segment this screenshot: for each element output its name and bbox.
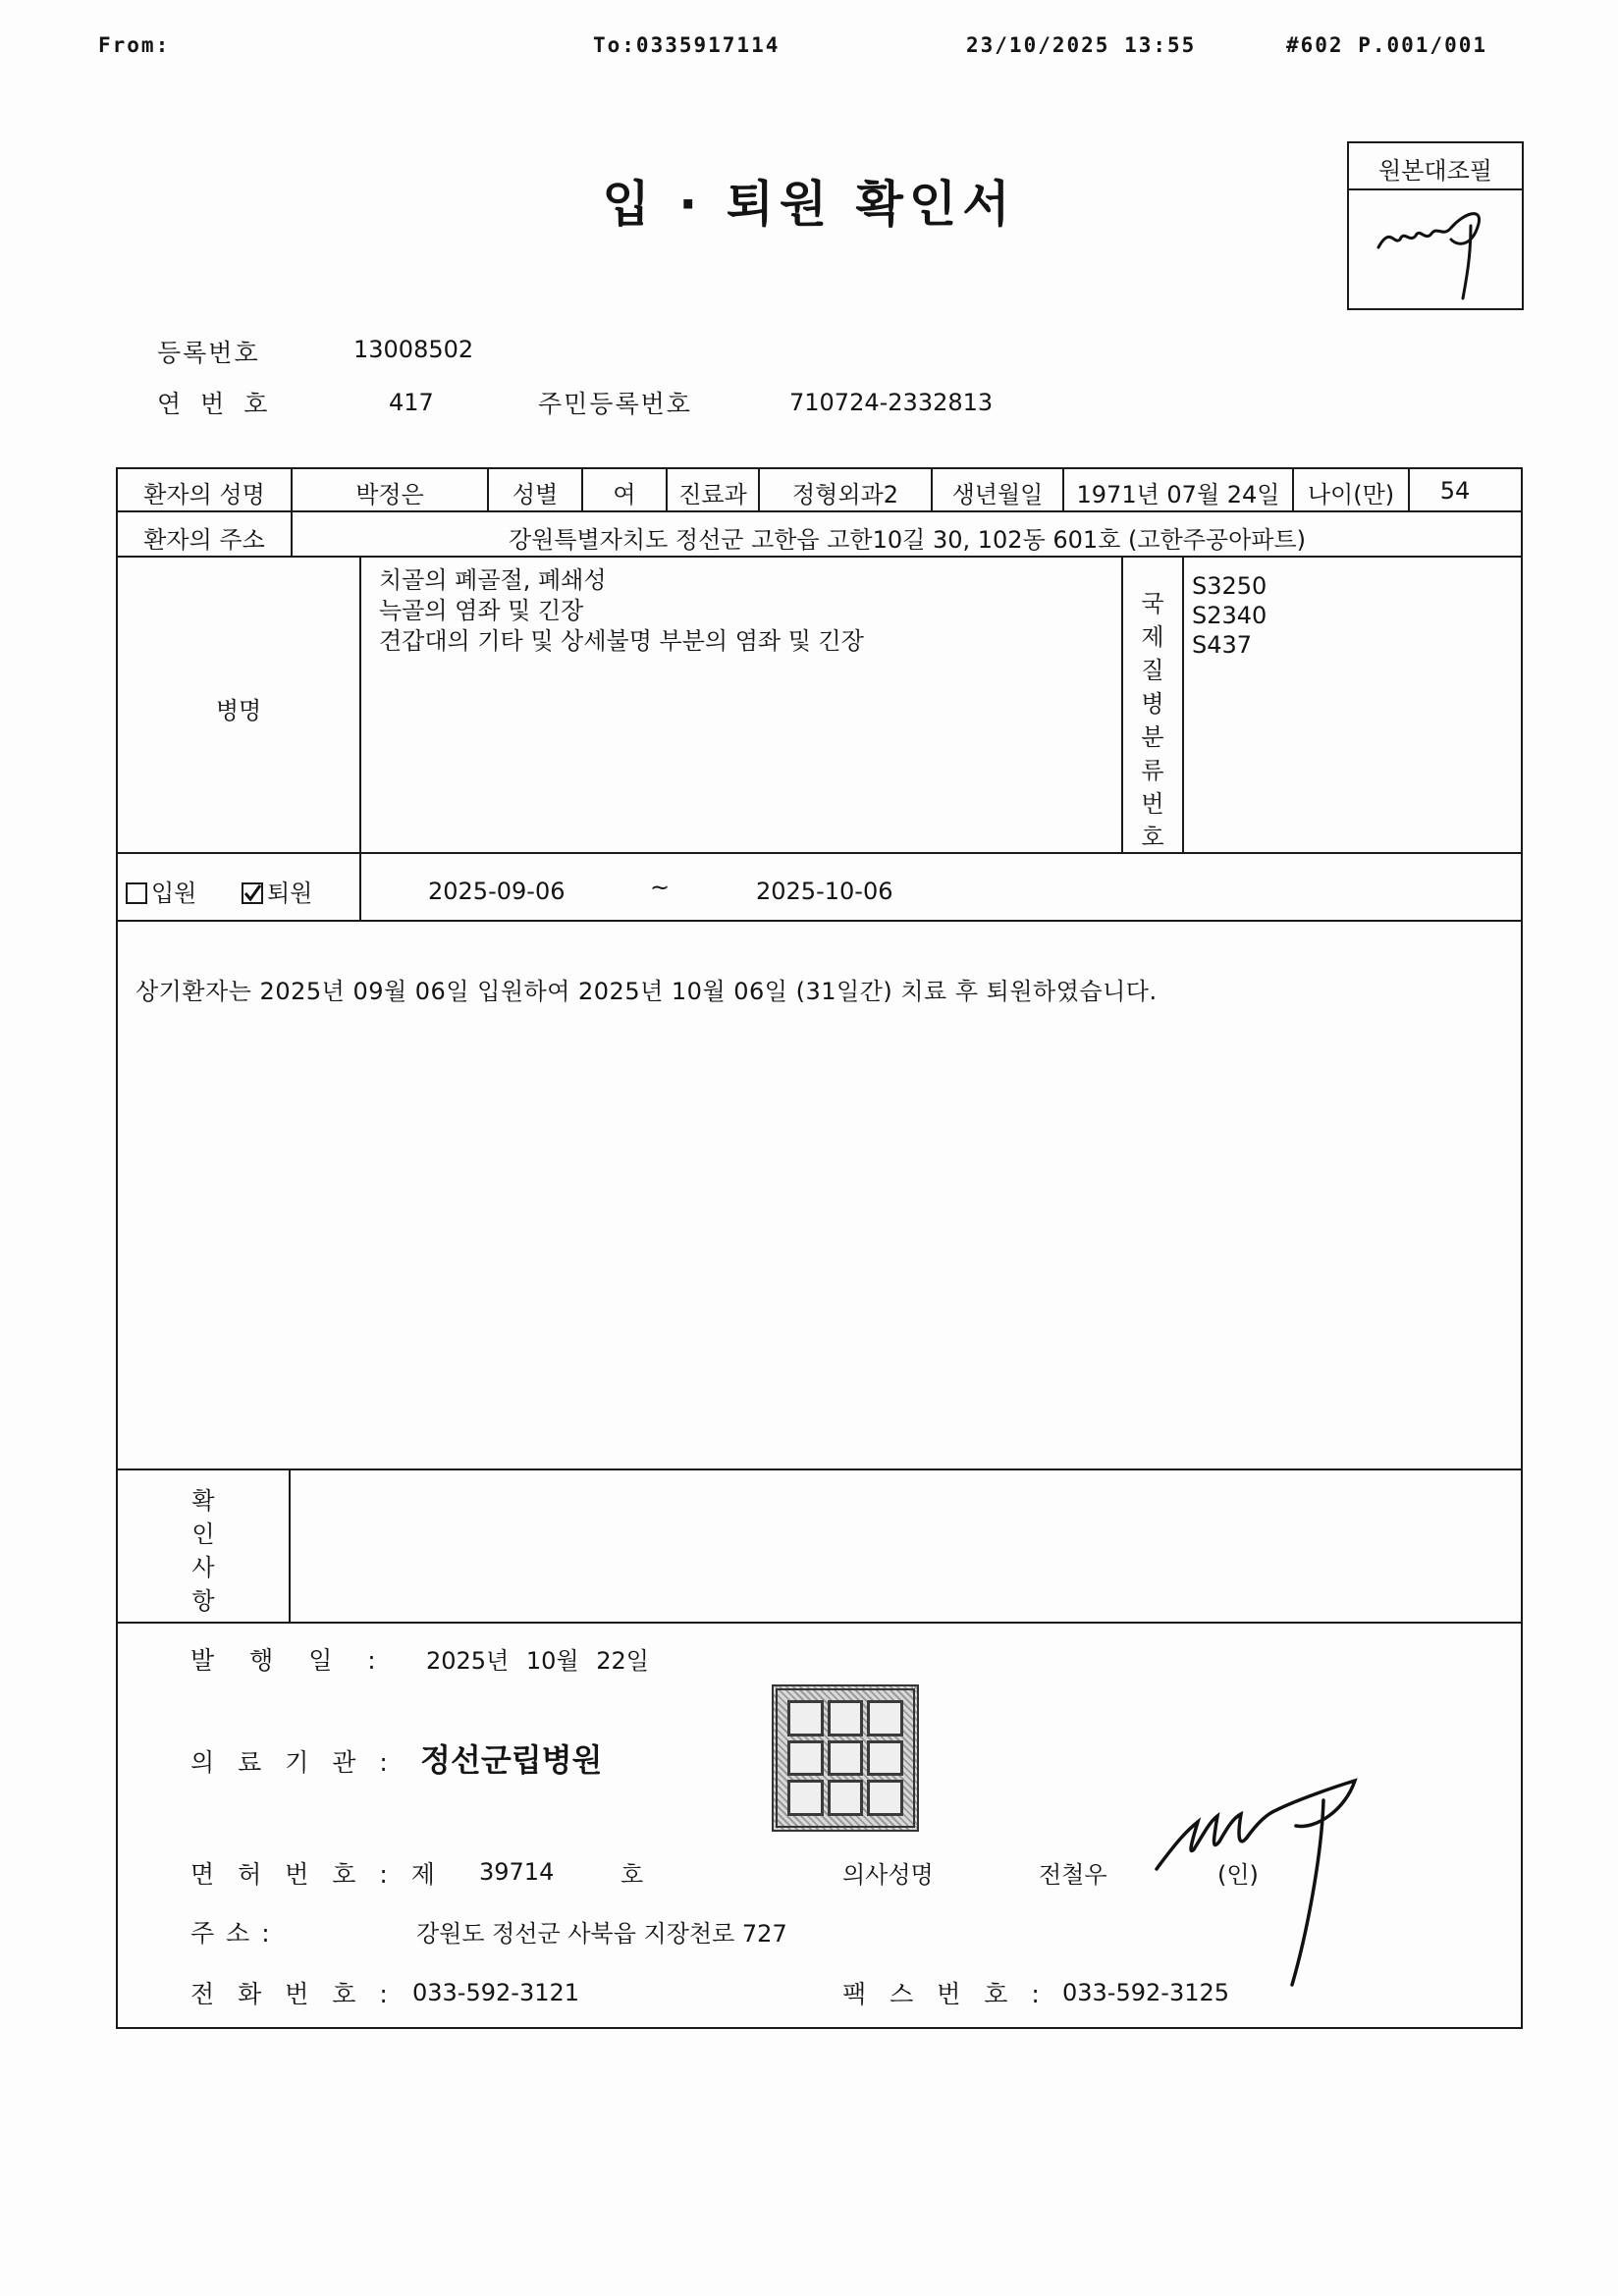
icd-label-char: 국 <box>1141 590 1164 617</box>
doctor-name: 전철우 <box>1039 1861 1107 1889</box>
document-title: 입 · 퇴원 확인서 <box>602 176 1016 233</box>
icd-label-char: 제 <box>1141 623 1164 651</box>
diagnosis-label: 병명 <box>215 697 262 724</box>
sex-value: 여 <box>613 481 636 508</box>
age-label: 나이(만) <box>1307 481 1395 508</box>
fax-label: 팩 스 번 호 : <box>842 1980 1042 2008</box>
license-suffix: 호 <box>620 1861 644 1889</box>
verification-label: 원본대조필 <box>1378 157 1492 185</box>
age-value: 54 <box>1439 477 1471 505</box>
icd-label-char: 병 <box>1141 690 1164 718</box>
patient-name-label: 환자의 성명 <box>143 481 265 508</box>
issue-date: 2025년 10월 22일 <box>426 1647 649 1675</box>
admit-label: 입원 <box>151 880 197 907</box>
fax-to: To:0335917114 <box>593 33 781 57</box>
icd-label <box>1123 587 1182 854</box>
icd-code: S3250 <box>1192 572 1267 600</box>
stay-end: 2025-10-06 <box>756 878 893 905</box>
icd-label-char: 호 <box>1141 824 1164 851</box>
checkmark-icon <box>242 882 263 904</box>
admit-option <box>126 874 196 908</box>
discharge-checkbox <box>242 882 263 904</box>
fax-value: 033-592-3125 <box>1062 1979 1230 2006</box>
serial-value: 417 <box>389 389 434 416</box>
stay-start: 2025-09-06 <box>428 878 566 905</box>
stay-tilde: ~ <box>650 874 671 901</box>
address-issuer: 강원도 정선군 사북읍 지장천로 727 <box>416 1920 787 1948</box>
diagnosis-line: 견갑대의 기타 및 상세불명 부분의 염좌 및 긴장 <box>379 627 864 655</box>
discharge-label: 퇴원 <box>267 880 313 907</box>
confirm-label: 확 인 사 항 <box>191 1487 215 1615</box>
fax-from: From: <box>98 33 171 57</box>
address-label: 환자의 주소 <box>143 526 265 554</box>
doctor-signature <box>1149 1771 1375 1997</box>
seal-mark: (인) <box>1217 1861 1259 1889</box>
sex-label: 성별 <box>512 481 559 508</box>
dob-value: 1971년 07월 24일 <box>1076 481 1280 508</box>
license-label: 면 허 번 호 : 제 <box>190 1860 437 1889</box>
rrn-value: 710724-2332813 <box>789 389 994 416</box>
hospital-seal-stamp <box>772 1684 919 1832</box>
reg-no-value: 13008502 <box>353 336 474 363</box>
icd-label-char: 질 <box>1141 657 1164 684</box>
tel-value: 033-592-3121 <box>412 1979 580 2006</box>
institution-name: 정선군립병원 <box>420 1741 603 1779</box>
icd-label-char: 분 <box>1141 723 1164 751</box>
license-no: 39714 <box>479 1858 555 1886</box>
dept-value: 정형외과2 <box>791 481 898 508</box>
icd-code-list <box>1192 571 1267 660</box>
icd-label-char: 류 <box>1141 757 1164 784</box>
icd-label-char: 번 <box>1141 790 1164 818</box>
institution-label: 의 료 기 관 : <box>190 1748 390 1777</box>
address-issuer-label: 주 소 : <box>190 1919 272 1948</box>
discharge-option <box>242 874 312 908</box>
fax-datetime: 23/10/2025 13:55 <box>966 33 1197 57</box>
serial-label: 연 번 호 <box>157 390 274 418</box>
reg-no-label: 등록번호 <box>157 339 260 367</box>
fax-page: #602 P.001/001 <box>1286 33 1488 57</box>
statement-text: 상기환자는 2025년 09월 06일 입원하여 2025년 10월 06일 (31일간) 치료 후 퇴원하였습니다. <box>135 978 1158 1005</box>
address-value: 강원특별자치도 정선군 고한읍 고한10길 30, 102동 601호 (고한주공아파트) <box>508 526 1307 554</box>
icd-code: S2340 <box>1192 602 1267 629</box>
rrn-label: 주민등록번호 <box>538 390 692 418</box>
patient-name: 박정은 <box>355 481 424 508</box>
diagnosis-line: 치골의 폐골절, 폐쇄성 <box>379 566 607 594</box>
admit-checkbox <box>126 882 147 904</box>
dept-label: 진료과 <box>678 481 747 508</box>
diagnosis-list <box>379 565 864 657</box>
doctor-label: 의사성명 <box>842 1861 934 1889</box>
icd-code: S437 <box>1192 631 1253 659</box>
dob-label: 생년월일 <box>951 481 1044 508</box>
issue-date-label: 발 행 일 : <box>190 1646 378 1675</box>
diagnosis-line: 늑골의 염좌 및 긴장 <box>379 597 584 624</box>
tel-label: 전 화 번 호 : <box>190 1980 390 2008</box>
